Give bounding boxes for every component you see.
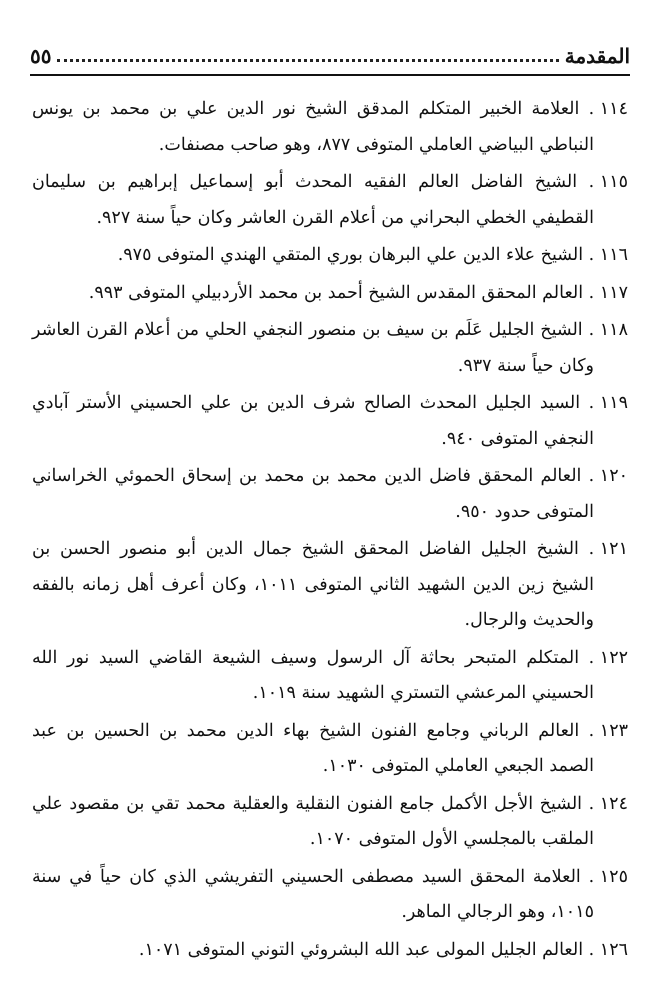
list-item (32, 165, 628, 236)
entry-number: ١١٦ . (588, 245, 628, 265)
entry-text: الشيخ الفاضل العالم الفقيه المحدث أبو إسماعيل إبراهيم بن سليمان القطيفي الخطي البحراني من أعلام القرن العاشر وكان حياً سنة ٩٢٧. (32, 172, 594, 228)
running-title: المقدمة (564, 44, 630, 68)
list-item (32, 787, 628, 858)
entry-text: الشيخ الأجل الأكمل جامع الفنون النقلية والعقلية محمد تقي بن مقصود علي الملقب بالمجلسي الأول المتوفى ١٠٧٠. (32, 793, 594, 849)
entry-number: ١١٥ . (588, 172, 628, 192)
page-number: ٥٥ (30, 44, 52, 68)
list-item (32, 238, 628, 274)
list-item (32, 532, 628, 639)
dot-leader (57, 59, 558, 62)
entry-number: ١٢٥ . (588, 866, 628, 887)
list-item (32, 933, 628, 969)
entry-text: العالم المحقق فاضل الدين محمد بن محمد بن إسحاق الحموئي الخراساني المتوفى حدود ٩٥٠. (32, 466, 594, 522)
entry-text: العالم الجليل المولى عبد الله البشروئي التوني المتوفى ١٠٧١. (138, 939, 584, 960)
entry-text: العالم الرباني وجامع الفنون الشيخ بهاء الدين محمد بن الحسين بن عبد الصمد الجبعي العاملي المتوفى ١٠٣٠. (32, 720, 594, 776)
entry-text: السيد الجليل المحدث الصالح شرف الدين بن علي الحسيني الأستر آبادي النجفي المتوفى ٩٤٠. (32, 393, 594, 449)
entry-number: ١١٧ . (588, 282, 628, 303)
list-item (32, 641, 628, 712)
entry-text: العلامة الخبير المتكلم المدقق الشيخ نور الدين علي بن محمد بن يونس النباطي البياضي العاملي المتوفى ٨٧٧، وهو صاحب مصنفات. (32, 99, 594, 155)
list-item (32, 313, 628, 384)
entry-text: الشيخ الجليل عَلَم بن سيف بن منصور النجفي الحلي من أعلام القرن العاشر وكان حياً سنة ٩٣٧. (32, 320, 594, 376)
entry-number: ١١٨ . (588, 320, 628, 340)
list-item (32, 714, 628, 785)
entry-text: العلامة المحقق السيد مصطفى الحسيني التفريشي الذي كان حياً في سنة ١٠١٥، وهو الرجالي الماهر. (32, 866, 594, 922)
entry-text: الشيخ الجليل الفاضل المحقق الشيخ جمال الدين أبو منصور الحسن بن الشيخ زين الدين الشهيد الثاني المتوفى ١٠١١، وكان أعرف أهل زمانه بالفقه والحديث والرجال. (32, 539, 594, 630)
entry-number: ١٢٦ . (588, 939, 628, 960)
entry-text: العالم المحقق المقدس الشيخ أحمد بن محمد الأردبيلي المتوفى ٩٩٣. (88, 282, 584, 303)
entry-number: ١١٤ . (588, 99, 628, 119)
entry-text: المتكلم المتبحر بحاثة آل الرسول وسيف الشيعة القاضي السيد نور الله الحسيني المرعشي التستري الشهيد سنة ١٠١٩. (32, 647, 594, 703)
entry-number: ١٢٤ . (588, 793, 628, 814)
list-item (32, 386, 628, 457)
entry-number: ١٢٢ . (588, 647, 628, 668)
entry-number: ١١٩ . (588, 393, 628, 413)
entry-number: ١٢٣ . (588, 720, 628, 741)
entry-list (32, 92, 628, 970)
entry-text: الشيخ علاء الدين علي البرهان بوري المتقي الهندي المتوفى ٩٧٥. (117, 245, 584, 265)
list-item (32, 459, 628, 530)
page-header (30, 42, 630, 76)
list-item (32, 276, 628, 312)
entry-number: ١٢٠ . (588, 466, 628, 486)
list-item (32, 860, 628, 931)
list-item (32, 92, 628, 163)
entry-number: ١٢١ . (588, 539, 628, 559)
